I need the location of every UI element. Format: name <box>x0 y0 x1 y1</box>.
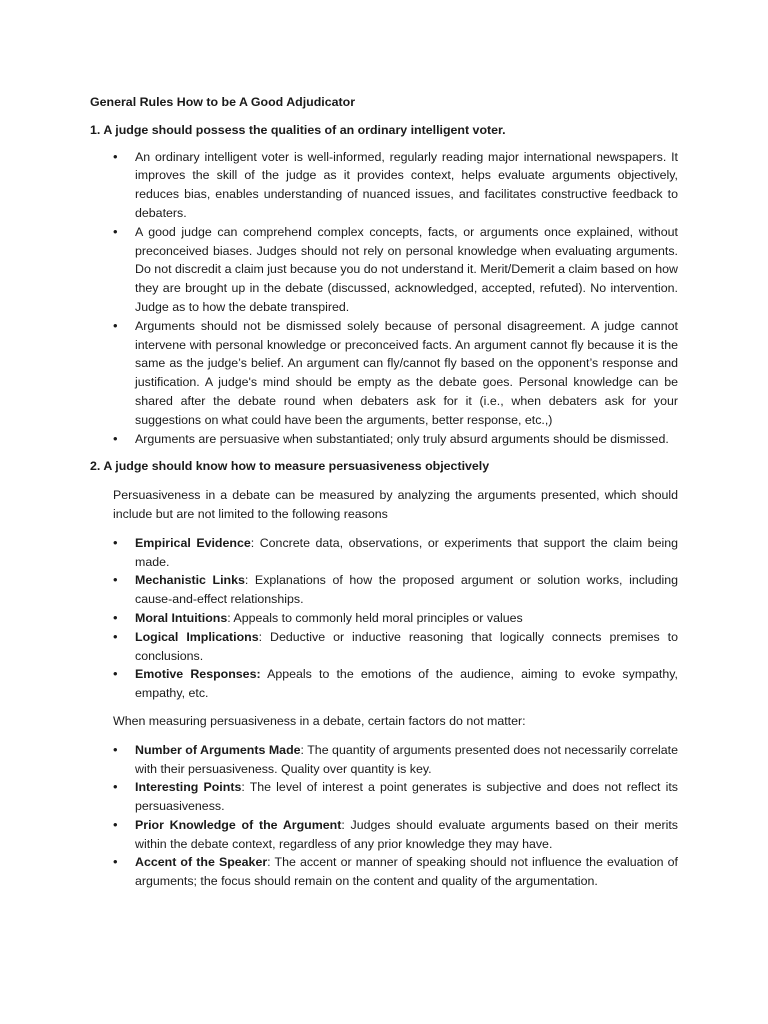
list-item-text: An ordinary intelligent voter is well-informed, regularly reading major international newspapers. It improves the skill of the judge as it provides context, helps evaluate arguments objectively, reduces bias, enables understanding of nuanced issues, and facilitates constructive feedback to debaters. <box>135 149 678 220</box>
list-item <box>90 609 678 628</box>
list-item-text: Arguments should not be dismissed solely because of personal disagreement. A judge cannot intervene with personal knowledge or preconceived facts. An argument cannot fly because it is the same as the judge’s belief. An argument can fly/cannot fly based on the opponent’s response and justification. A judge's mind should be empty as the debate goes. Personal knowledge can be shared after the debate round when debaters ask for it (i.e., when debaters ask for your suggestions on what could have been the arguments, better response, etc.,) <box>135 318 678 427</box>
bullet-marker: • <box>113 534 118 550</box>
list-item <box>90 853 678 891</box>
bullet-marker: • <box>113 148 118 164</box>
bullet-marker: • <box>113 666 118 682</box>
reason-term: Mechanistic Links <box>135 573 245 588</box>
bullet-marker: • <box>113 628 118 644</box>
factor-description: : The accent or manner of speaking should not influence the evaluation of arguments; the focus should remain on the content and quality of the argumentation. <box>135 855 678 889</box>
bullet-marker: • <box>113 223 118 239</box>
persuasiveness-reasons-list <box>90 534 678 703</box>
bullet-marker: • <box>113 741 118 757</box>
list-item <box>90 223 678 317</box>
reason-description: : Concrete data, observations, or experiments that support the claim being made. <box>135 535 678 569</box>
factor-description: : Judges should evaluate arguments based on their merits within the debate context, regardless of any prior knowledge they may have. <box>135 817 679 851</box>
factor-description: : The quantity of arguments presented does not necessarily correlate with their persuasiveness. Quality over quantity is key. <box>135 742 679 776</box>
bullet-marker: • <box>113 317 118 333</box>
reason-description: : Appeals to commonly held moral principles or values <box>227 610 523 625</box>
document-title: General Rules How to be A Good Adjudicator <box>90 95 356 109</box>
bullet-marker: • <box>113 430 118 446</box>
section-2-intro: Persuasiveness in a debate can be measured by analyzing the arguments presented, which should include but are not limited to the following reasons <box>113 488 678 521</box>
bullet-marker: • <box>113 854 118 870</box>
list-item <box>90 534 678 572</box>
factor-term: Accent of the Speaker <box>135 855 268 870</box>
bullet-marker: • <box>113 816 118 832</box>
section-1-bullet-list <box>90 148 678 449</box>
list-item <box>90 430 678 449</box>
bullet-marker: • <box>113 609 118 625</box>
list-item <box>90 816 678 854</box>
reason-term: Logical Implications <box>135 629 259 644</box>
bullet-marker: • <box>113 572 118 588</box>
reason-term: Empirical Evidence <box>135 535 251 550</box>
list-item <box>90 778 678 816</box>
reason-description: Appeals to the emotions of the audience, aiming to evoke sympathy, empathy, etc. <box>135 667 678 701</box>
reason-description: : Deductive or inductive reasoning that logically connects premises to conclusions. <box>135 629 678 663</box>
reason-description: : Explanations of how the proposed argument or solution works, including cause-and-effect relationships. <box>135 573 678 607</box>
list-item <box>90 665 678 703</box>
factor-term: Prior Knowledge of the Argument <box>135 817 342 832</box>
factors-not-matter-intro: When measuring persuasiveness in a debate, certain factors do not matter: <box>113 713 526 728</box>
section-2-heading: 2. A judge should know how to measure persuasiveness objectively <box>90 459 490 474</box>
list-item <box>90 317 678 430</box>
section-1-heading: 1. A judge should possess the qualities of an ordinary intelligent voter. <box>90 122 506 137</box>
factor-description: : The level of interest a point generates is subjective and does not reflect its persuasiveness. <box>135 780 678 814</box>
factors-not-matter-list <box>90 741 678 891</box>
list-item <box>90 148 678 223</box>
factor-term: Number of Arguments Made <box>135 742 301 757</box>
list-item <box>90 628 678 666</box>
list-item-text: A good judge can comprehend complex concepts, facts, or arguments once explained, without preconceived biases. Judges should not rely on personal knowledge when evaluating arguments. Do not discredit a claim just because you do not understand it. Merit/Demerit a claim based on how they are brought up in the debate (discussed, acknowledged, accepted, refuted). No intervention. Judge as to how the debate transpired. <box>135 224 678 314</box>
factor-term: Interesting Points <box>135 780 242 795</box>
reason-term: Emotive Responses: <box>135 667 261 682</box>
list-item <box>90 741 678 779</box>
reason-term: Moral Intuitions <box>135 610 228 625</box>
list-item <box>90 571 678 609</box>
bullet-marker: • <box>113 779 118 795</box>
list-item-text: Arguments are persuasive when substantiated; only truly absurd arguments should be dismissed. <box>135 431 669 446</box>
document-page <box>90 93 678 900</box>
